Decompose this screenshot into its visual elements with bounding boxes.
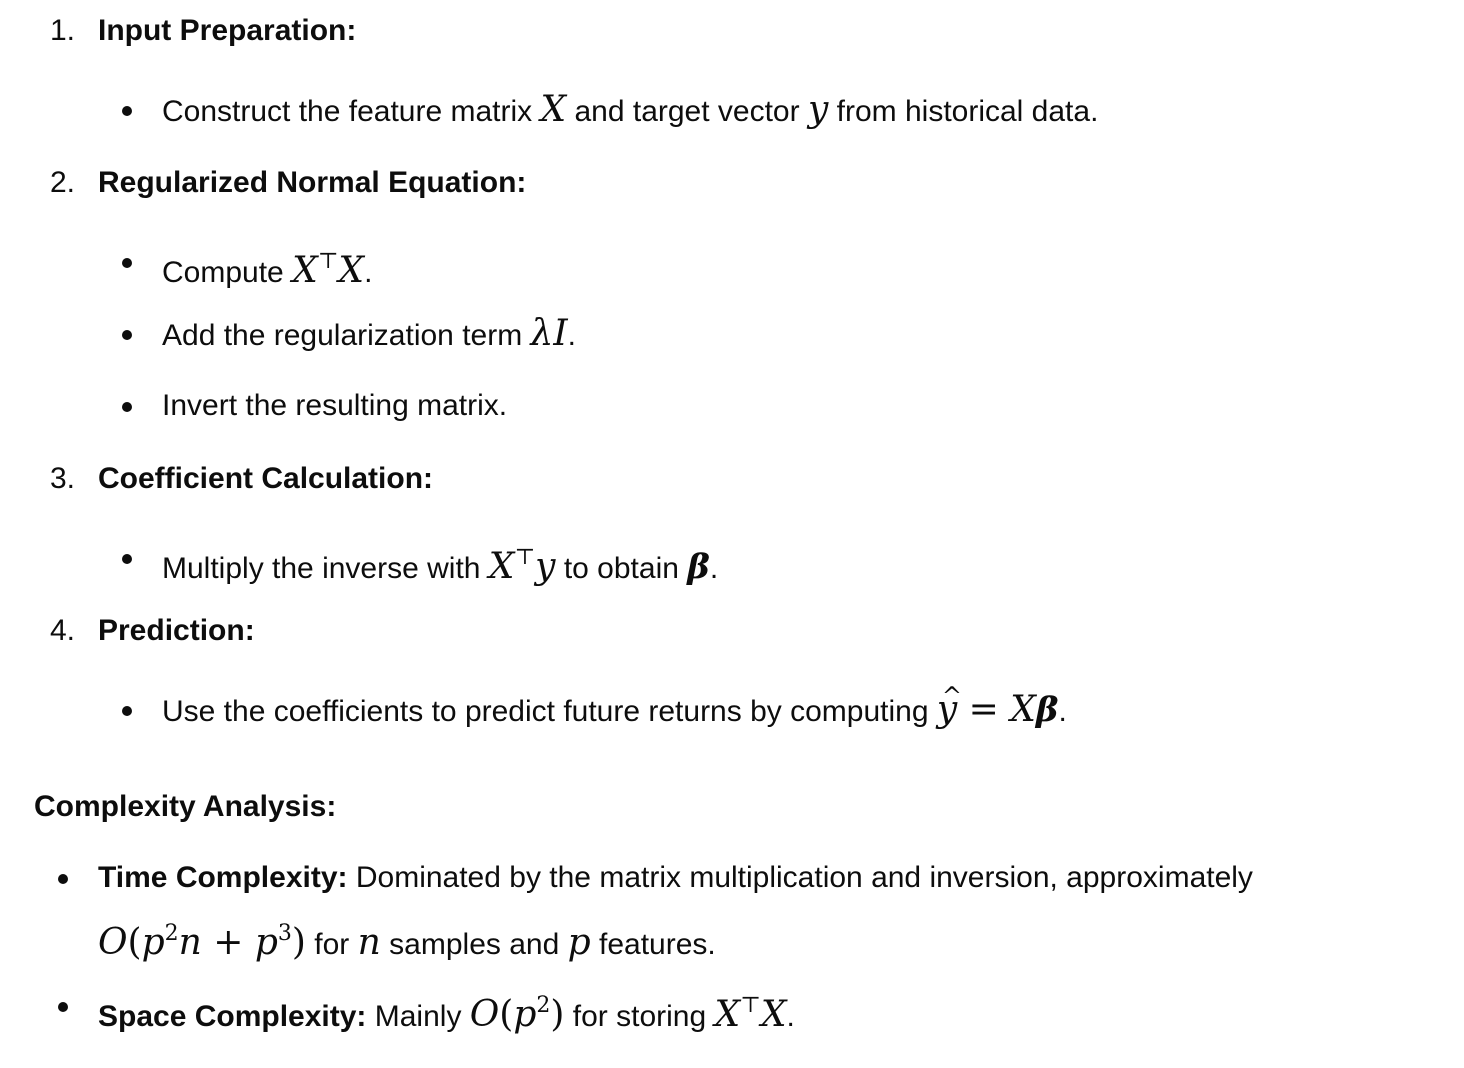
math-paren: ( — [127, 922, 142, 963]
bullet-dot — [122, 258, 132, 268]
math-symbol: p — [141, 922, 165, 963]
text-segment: Dominated by the matrix multiplication and inversion, approximately — [347, 861, 1253, 894]
math-symbol: p — [254, 922, 278, 963]
math-symbol: O — [98, 922, 128, 963]
math-paren: ) — [550, 994, 565, 1035]
time-complexity-label: Time Complexity: — [98, 861, 348, 894]
exponent: 2 — [164, 921, 179, 946]
bullet-text — [162, 244, 373, 291]
step-number: 4. — [50, 614, 76, 647]
text-segment: Multiply the inverse with — [162, 552, 489, 585]
bullet-text — [162, 388, 507, 424]
bullet-text — [162, 689, 1067, 730]
math-symbol: p — [567, 922, 591, 963]
bullet-text — [162, 313, 576, 354]
math-symbol: y — [535, 546, 556, 587]
math-symbol: λI — [530, 313, 568, 354]
bullet-dot — [58, 1002, 68, 1012]
transpose-superscript: ⊤ — [317, 249, 339, 274]
math-symbol: X — [540, 89, 567, 130]
math-symbol: X — [760, 994, 787, 1035]
step-number: 1. — [50, 14, 76, 47]
step-title: Input Preparation: — [98, 14, 357, 47]
math-symbol: X — [714, 994, 741, 1035]
text-segment: Add the regularization term — [162, 319, 531, 352]
transpose-superscript: ⊤ — [514, 545, 536, 570]
math-symbol: X — [292, 250, 318, 291]
step-title: Prediction: — [98, 614, 255, 647]
step-number: 2. — [50, 166, 76, 199]
space-complexity-label: Space Complexity: — [98, 1000, 367, 1033]
transpose-superscript: ⊤ — [740, 993, 761, 1018]
math-symbol-hat: ^ y — [937, 692, 957, 728]
exponent: 3 — [277, 921, 292, 946]
math-symbol: O — [469, 994, 500, 1035]
text-segment: Use the coefficients to predict future returns by computing — [162, 695, 937, 728]
bullet-text — [162, 89, 1099, 130]
text-segment: and target vector — [566, 95, 808, 128]
math-symbol: X — [1010, 689, 1036, 730]
bullet-dot — [58, 874, 68, 884]
text-segment: . — [1058, 695, 1067, 728]
step-number: 3. — [50, 462, 76, 495]
bullet-dot — [122, 330, 132, 340]
step-title: Regularized Normal Equation: — [98, 166, 527, 199]
bullet-text — [162, 540, 719, 587]
math-paren: ( — [499, 994, 514, 1035]
math-symbol-bold: β — [1035, 690, 1059, 730]
text-segment: Construct the feature matrix — [162, 95, 541, 128]
math-symbol: X — [488, 546, 515, 587]
text-segment: . — [364, 256, 373, 289]
bullet-dot — [122, 402, 132, 412]
text-segment: . — [786, 1000, 795, 1033]
plus-sign: + — [201, 922, 255, 963]
equals-sign: = — [957, 689, 1011, 730]
bullet-dot — [122, 706, 132, 716]
space-complexity-line — [98, 988, 795, 1035]
math-paren: ) — [291, 922, 306, 963]
step-title: Coefficient Calculation: — [98, 462, 434, 495]
text-segment: Mainly — [366, 1000, 470, 1033]
math-symbol: p — [513, 994, 537, 1035]
exponent: 2 — [536, 993, 551, 1018]
math-symbol: y — [807, 89, 829, 130]
text-segment: features. — [590, 928, 716, 961]
section-heading: Complexity Analysis: — [34, 790, 337, 823]
math-symbol: n — [178, 922, 202, 963]
text-segment: Compute — [162, 256, 293, 289]
bullet-dot — [122, 554, 132, 564]
math-symbol-bold: β — [687, 547, 710, 587]
math-symbol: n — [357, 922, 381, 963]
time-complexity-line-2 — [98, 916, 716, 963]
math-symbol: X — [338, 250, 365, 291]
bullet-dot — [122, 106, 132, 116]
text-segment: to obtain — [555, 552, 688, 585]
text-segment: for storing — [564, 1000, 715, 1033]
text-segment: . — [709, 552, 719, 585]
time-complexity-line-1 — [98, 860, 1253, 896]
text-segment: for — [305, 928, 358, 961]
text-segment: samples and — [380, 928, 568, 961]
text-segment: . — [567, 319, 576, 352]
text-segment: from historical data. — [828, 95, 1099, 128]
text-segment: Invert the resulting matrix. — [162, 389, 508, 422]
